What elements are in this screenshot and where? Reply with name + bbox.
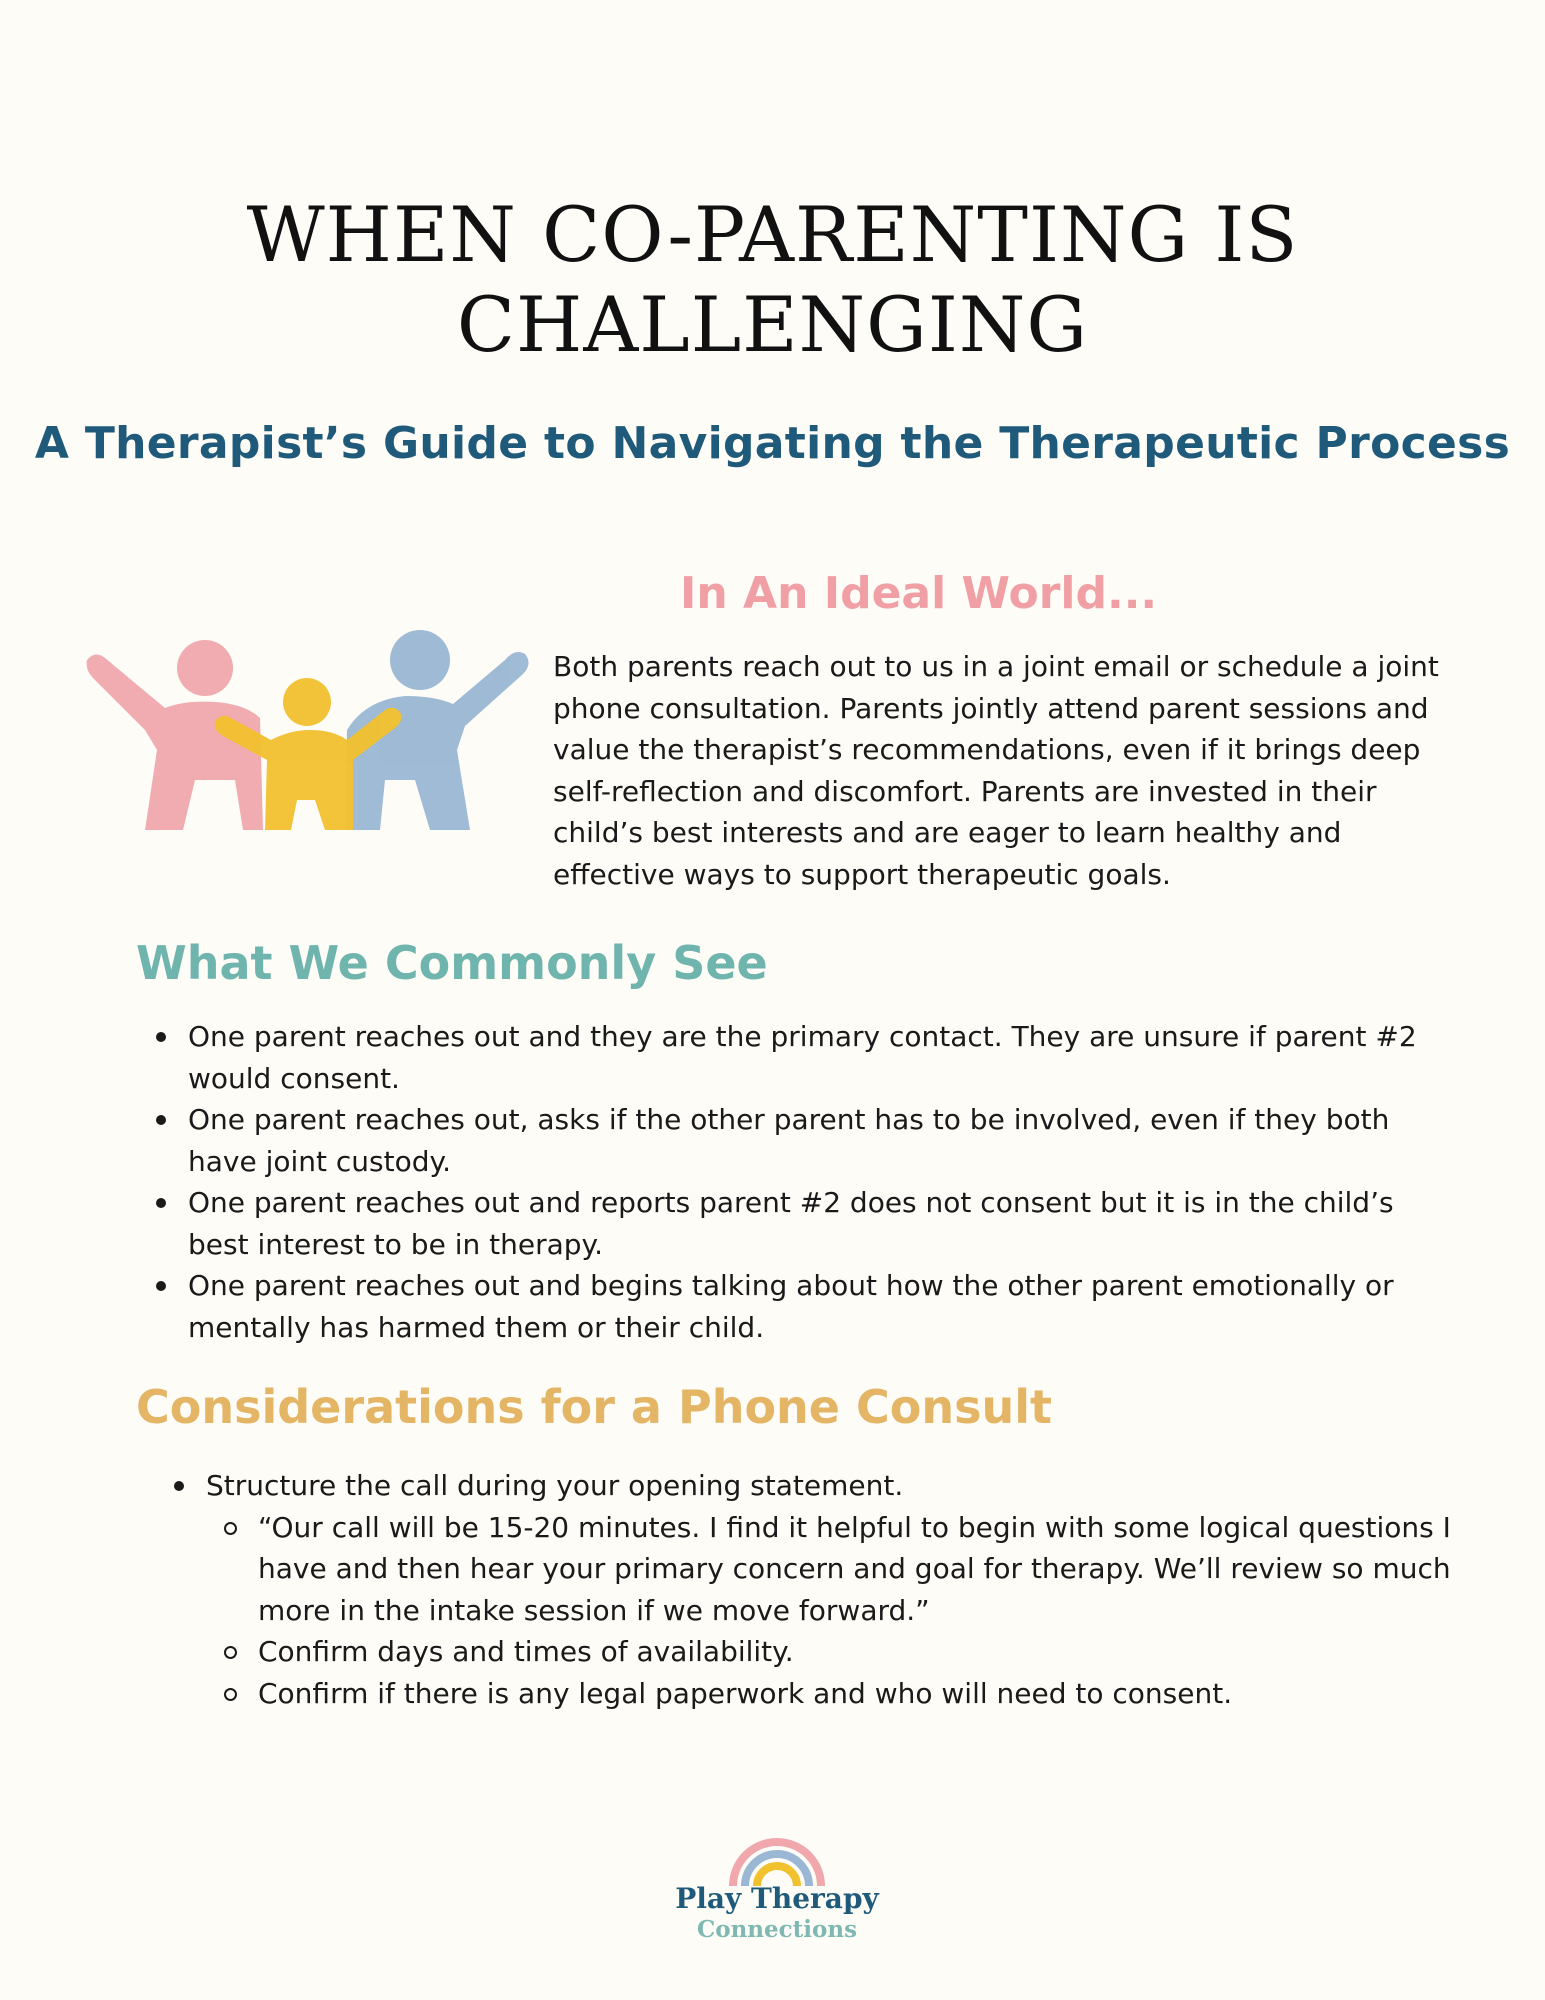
list-item: One parent reaches out, asks if the other parent has to be involved, even if they both have joint custody. — [150, 1099, 1440, 1182]
logo — [672, 1828, 882, 1958]
page-title — [0, 190, 1545, 370]
family-icon — [85, 630, 535, 830]
consult-heading: Considerations for a Phone Consult — [136, 1380, 1053, 1434]
list-item: One parent reaches out and they are the primary contact. They are unsure if parent #2 would consent. — [150, 1016, 1440, 1099]
title-line-1: WHEN CO-PARENTING IS — [246, 190, 1299, 279]
rainbow-icon — [727, 1828, 827, 1888]
title-line-2: CHALLENGING — [456, 280, 1089, 369]
list-item — [168, 1465, 1458, 1714]
list-item: One parent reaches out and begins talking about how the other parent emotionally or mentally has harmed them or their child. — [150, 1265, 1440, 1348]
ideal-body: Both parents reach out to us in a joint email or schedule a joint phone consultation. Parents jointly attend parent sessions and value the therapist’s recommendations, even if it brings deep self-reflection and discomfort. Parents are invested in their child’s best interests and are eager to learn healthy and effective ways to support therapeutic goals. — [553, 650, 1439, 891]
common-list — [150, 1016, 1440, 1348]
ideal-heading: In An Ideal World... — [680, 568, 1158, 619]
sub-list-item: Confirm days and times of availability. — [220, 1631, 1458, 1673]
consult-list — [168, 1465, 1458, 1714]
page-subtitle: A Therapist’s Guide to Navigating the Therapeutic Process — [34, 418, 1511, 469]
sub-list-item: “Our call will be 15-20 minutes. I find it helpful to begin with some logical questions I have and then hear your primary concern and goal for therapy. We’ll review so much more in the intake session if we move forward.” — [220, 1507, 1458, 1632]
logo-text-line-2: Connections — [696, 1916, 858, 1943]
list-item: One parent reaches out and reports parent #2 does not consent but it is in the child’s best interest to be in therapy. — [150, 1182, 1440, 1265]
logo-text-line-1: Play Therapy — [675, 1882, 879, 1915]
sub-list-item: Confirm if there is any legal paperwork and who will need to consent. — [220, 1673, 1458, 1715]
common-heading: What We Commonly See — [136, 936, 768, 990]
list-item-text: Structure the call during your opening statement. — [206, 1469, 904, 1502]
sub-list — [220, 1507, 1458, 1715]
